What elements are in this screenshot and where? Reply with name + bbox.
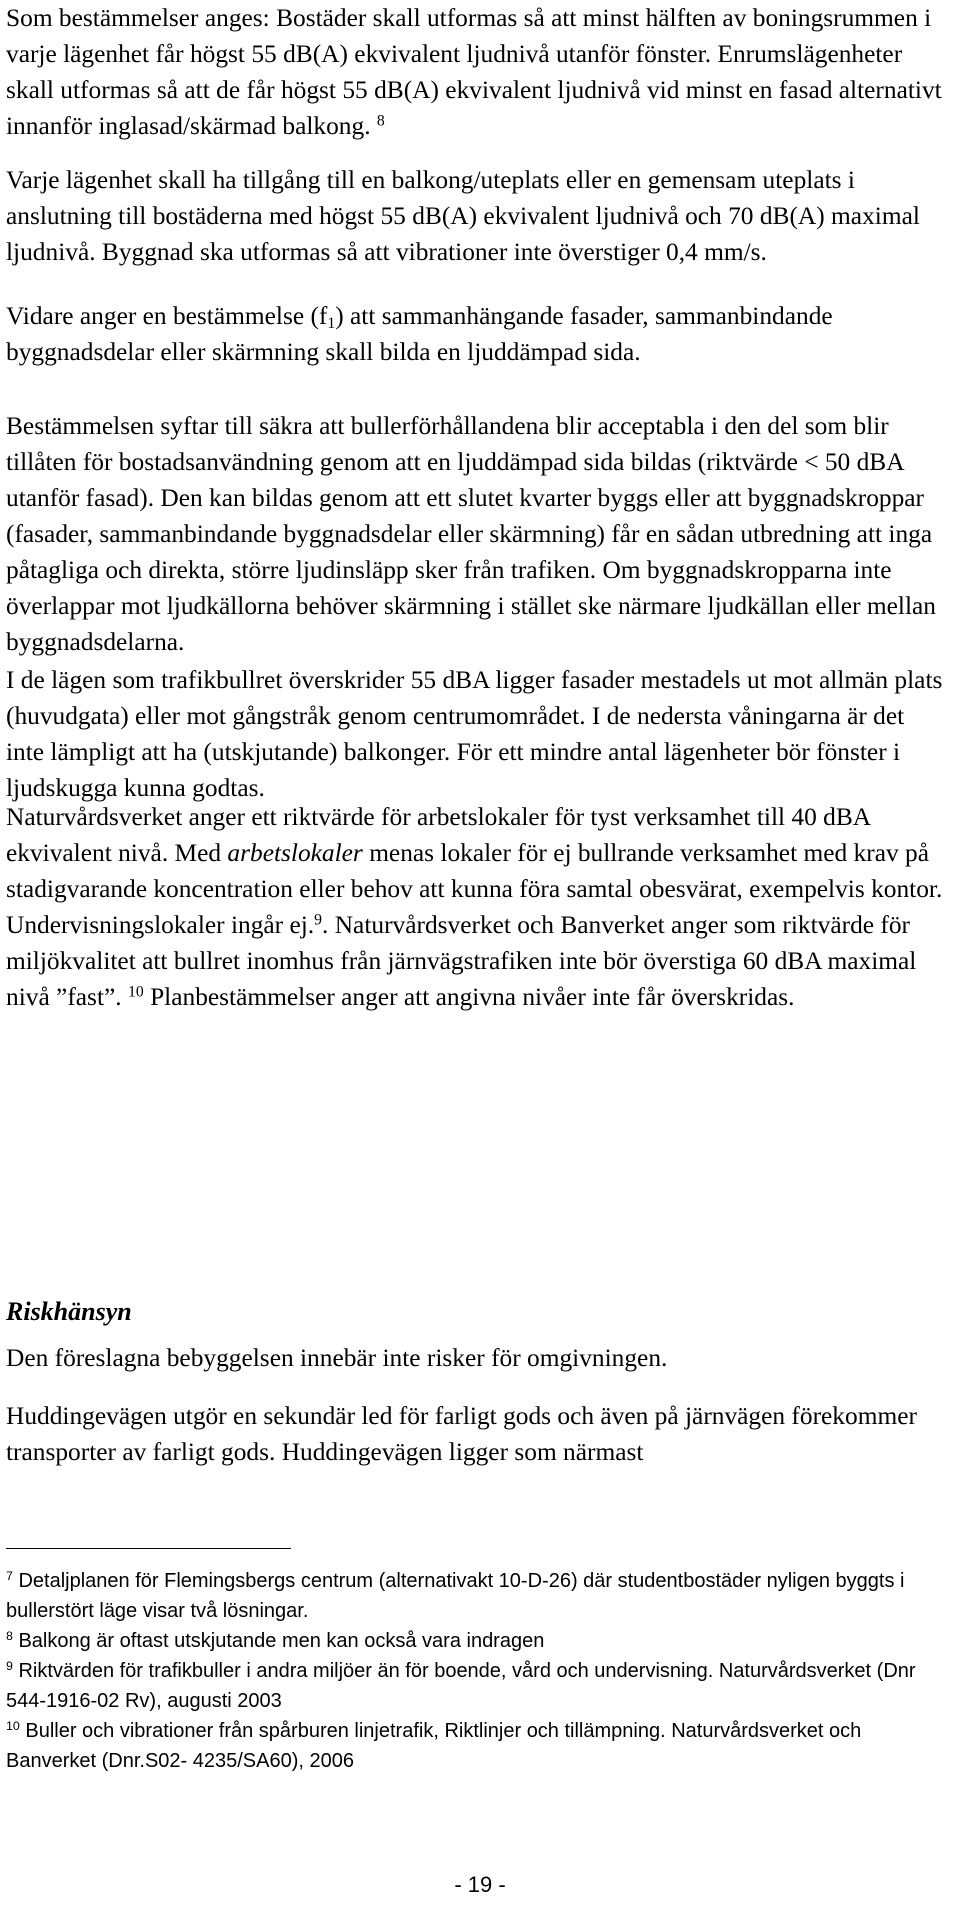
paragraph-text: Naturvårdsverket anger ett riktvärde för arbetslokaler för tyst verksamhet till 40 dBA ekvivalent nivå. Med xyxy=(6,803,870,867)
footnote-8 xyxy=(6,1626,946,1656)
footnote-text: Detaljplanen för Flemingsbergs centrum (alternativakt 10-D-26) där studentbostäder nyligen byggts i bullerstört läge visar två lösningar. xyxy=(6,1570,905,1622)
paragraph-dangerous-goods: Huddingevägen utgör en sekundär led för farligt gods och även på järnvägen förekommer transporter av farligt gods. Huddingevägen ligger som närmast xyxy=(6,1402,917,1466)
paragraph-noise-requirements xyxy=(6,0,946,144)
footnote-ref-8: 8 xyxy=(376,112,385,130)
paragraph-text-before: Vidare anger en bestämmelse (f xyxy=(6,302,328,330)
footnote-ref-10: 10 xyxy=(127,983,144,1001)
footnote-number: 7 xyxy=(6,1569,13,1584)
footnote-number: 10 xyxy=(6,1719,20,1734)
subscript-1: 1 xyxy=(327,314,336,332)
paragraph-text-after: ) att sammanhängande fasader, sammanbindande byggnadsdelar eller skärmning skall bilda en ljuddämpad sida. xyxy=(6,302,833,366)
footnote-number: 8 xyxy=(6,1629,13,1644)
page-number: - 19 - xyxy=(454,1872,506,1897)
footnotes xyxy=(6,1566,946,1776)
paragraph-text: Planbestämmelser anger att angivna nivåer inte får överskridas. xyxy=(150,983,795,1011)
footnote-ref-9: 9 xyxy=(314,911,323,929)
footnote-text: Buller och vibrationer från spårburen linjetrafik, Riktlinjer och tillämpning. Naturvårdsverket och Banverket (Dnr.S02- 4235/SA60), 2006 xyxy=(6,1720,862,1772)
paragraph-text: Som bestämmelser anges: Bostäder skall utformas så att minst hälften av boningsrummen i varje lägenhet får högst 55 dB(A) ekvivalent ljudnivå utanför fönster. Enrumslägenheter skall utformas så att de får högst 55 dB(A) ekvivalent ljudnivå vid minst en fasad alternativt innanför inglasad/skärmad balkong. xyxy=(6,4,942,140)
footnote-separator xyxy=(6,1548,291,1549)
footnote-number: 9 xyxy=(6,1659,13,1674)
section-heading: Riskhänsyn xyxy=(6,1297,132,1326)
footnote-9 xyxy=(6,1656,946,1716)
footnote-text: Balkong är oftast utskjutande men kan också vara indragen xyxy=(18,1630,545,1652)
paragraph-traffic-noise: I de lägen som trafikbullret överskrider 55 dBA ligger fasader mestadels ut mot allmän plats (huvudgata) eller mot gångstråk genom centrumområdet. I de nedersta våningarna är det inte lämpligt att ha (utskjutande) balkonger. För ett mindre antal lägenheter bör fönster i ljudskugga kunna godtas. xyxy=(6,666,943,802)
footnote-text: Riktvärden för trafikbuller i andra miljöer än för boende, vård och undervisning. Naturvårdsverket (Dnr 544-1916-02 Rv), augusti 2003 xyxy=(6,1660,916,1712)
paragraph-text: menas lokaler för ej bullrande verksamhet med krav på stadigvarande koncentration eller behov att kunna föra samtal obesvärat, exempelvis kontor. Undervisningslokaler ingår ej. xyxy=(6,839,943,939)
italic-term: arbetslokaler xyxy=(227,839,363,867)
paragraph-balcony: Varje lägenhet skall ha tillgång till en balkong/uteplats eller en gemensam uteplats i anslutning till bostäderna med högst 55 dB(A) ekvivalent ljudnivå och 70 dB(A) maximal ljudnivå. Byggnad ska utformas så att vibrationer inte överstiger 0,4 mm/s. xyxy=(6,166,920,266)
paragraph-regulation-f1 xyxy=(6,298,946,370)
footnote-7 xyxy=(6,1566,946,1626)
footnote-10 xyxy=(6,1716,946,1776)
paragraph-text: . Naturvårdsverket och Banverket anger som riktvärde för miljökvalitet att bullret inomhus från järnvägstrafiken inte bör överstiga 60 dBA maximal nivå ”fast”. xyxy=(6,911,917,1011)
paragraph-purpose: Bestämmelsen syftar till säkra att bullerförhållandena blir acceptabla i den del som blir tillåten för bostadsanvändning genom att en ljuddämpad sida bildas (riktvärde < 50 dBA utanför fasad). Den kan bildas genom att ett slutet kvarter byggs eller att byggnadskroppar (fasader, sammanbindande byggnadsdelar eller skärmning) får en sådan utbredning att inga påtagliga och direkta, större ljudinsläpp sker från trafiken. Om byggnadskropparna inte överlappar mot ljudkällorna behöver skärmning i stället ske närmare ljudkällan eller mellan byggnadsdelarna. xyxy=(6,412,936,656)
paragraph-workplaces xyxy=(6,799,946,1015)
paragraph-risk-statement: Den föreslagna bebyggelsen innebär inte risker för omgivningen. xyxy=(6,1344,668,1372)
